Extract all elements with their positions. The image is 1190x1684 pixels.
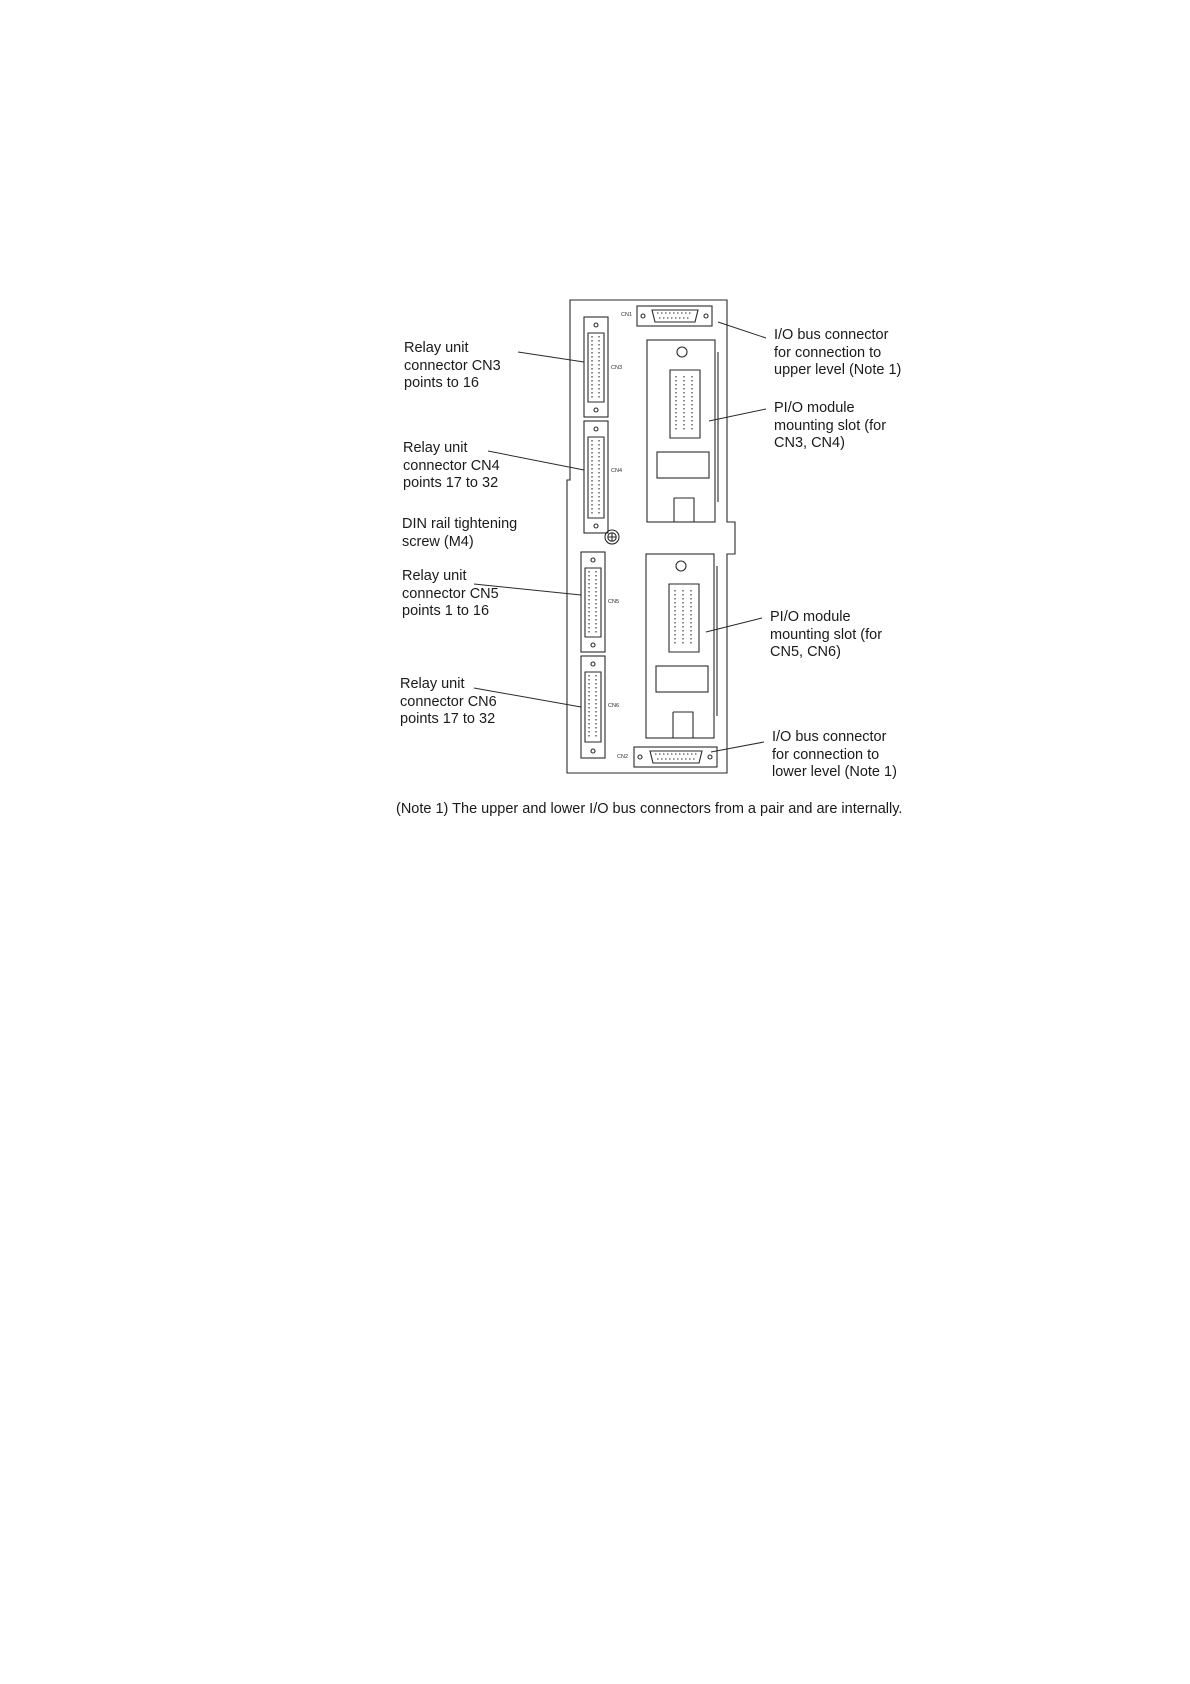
- cn5-mark: CN5: [608, 599, 620, 605]
- label-relay-cn3: Relay unit connector CN3 points to 16: [404, 340, 501, 391]
- label-relay-cn6: Relay unit connector CN6 points 17 to 32: [400, 676, 497, 727]
- label-relay-cn4: Relay unit connector CN4 points 17 to 32: [403, 440, 500, 491]
- cn4-connector: [584, 421, 608, 533]
- cn5-connector: [581, 552, 605, 652]
- board-outline: [567, 300, 735, 773]
- cn2-connector: [634, 747, 717, 767]
- label-relay-cn5: Relay unit connector CN5 points 1 to 16: [402, 568, 499, 619]
- cn2-mark: CN2: [617, 754, 629, 760]
- pio-slot-upper: [647, 340, 718, 522]
- din-screw: [605, 530, 619, 544]
- pio-slot-lower: [646, 554, 717, 738]
- cn1-mark: CN1: [621, 312, 633, 318]
- cn3-connector: [584, 317, 608, 417]
- leader-lines: [474, 322, 766, 752]
- cn1-connector: [637, 306, 712, 326]
- label-din-screw: DIN rail tightening screw (M4): [402, 516, 518, 550]
- label-pio-slot-lower: PI/O module mounting slot (for CN5, CN6): [770, 609, 883, 660]
- cn6-mark: CN6: [608, 703, 620, 709]
- cn6-connector: [581, 656, 605, 758]
- label-pio-slot-upper: PI/O module mounting slot (for CN3, CN4): [774, 400, 887, 451]
- cn4-mark: CN4: [611, 468, 623, 474]
- cn3-mark: CN3: [611, 365, 623, 371]
- note-text: (Note 1) The upper and lower I/O bus connectors from a pair and are internally.: [396, 801, 903, 817]
- label-io-bus-lower: I/O bus connector for connection to lower level (Note 1): [772, 729, 897, 780]
- label-io-bus-upper: I/O bus connector for connection to upper level (Note 1): [774, 327, 902, 378]
